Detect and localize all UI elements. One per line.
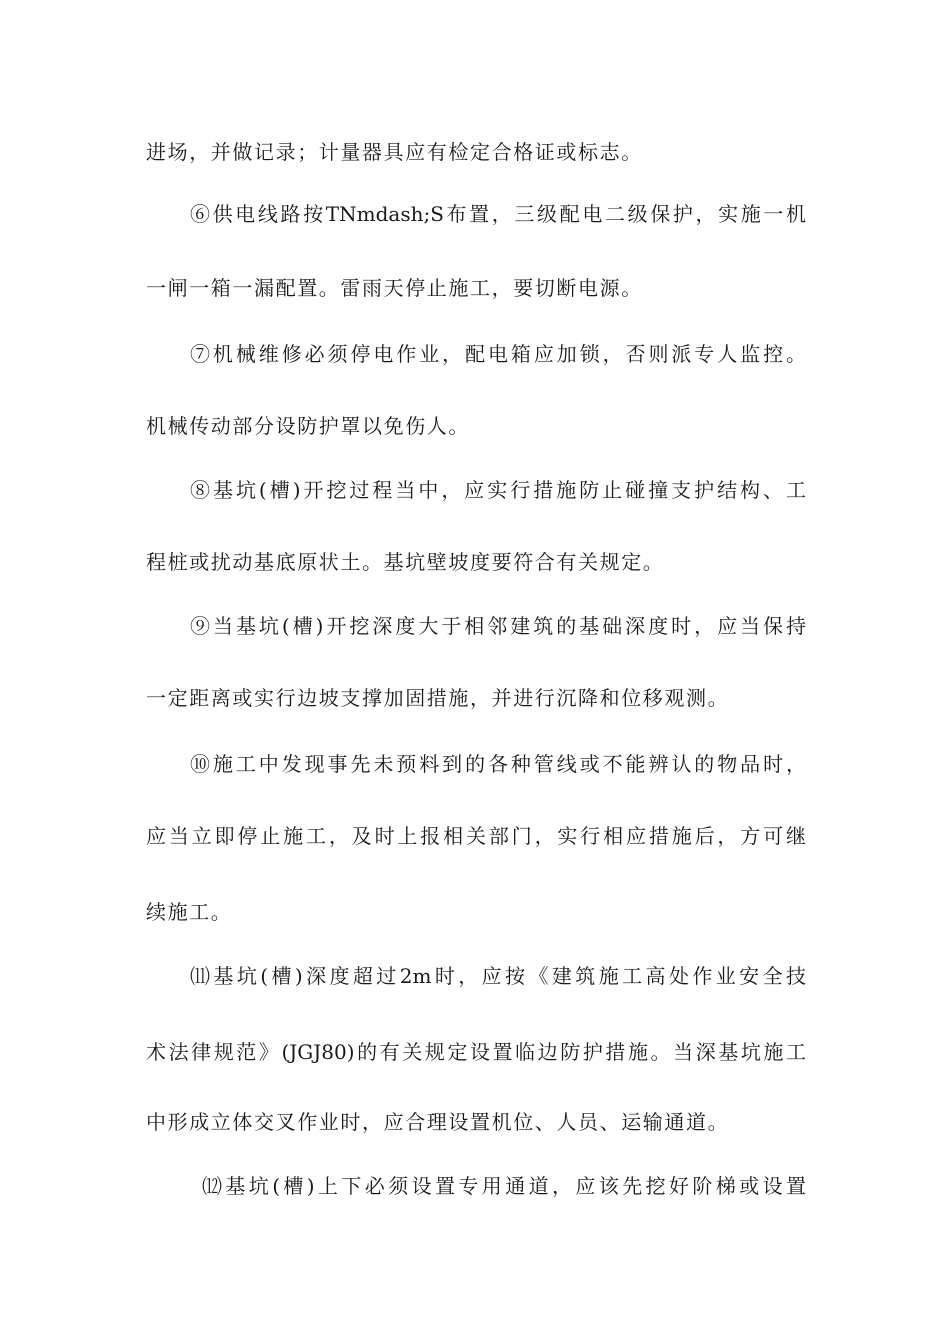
text-line: ⑩施工中发现事先未预料到的各种管线或不能辨认的物品时， [190, 752, 806, 776]
text-line: ⑨当基坑(槽)开挖深度大于相邻建筑的基础深度时，应当保持 [190, 614, 806, 638]
text-line: 应当立即停止施工，及时上报相关部门，实行相应措施后，方可继 [146, 824, 806, 848]
text-line: 术法律规范》(JGJ80)的有关规定设置临边防护措施。当深基坑施工 [146, 1040, 806, 1064]
text-line: 一闸一箱一漏配置。雷雨天停止施工，要切断电源。 [146, 276, 643, 300]
text-line: ⑦机械维修必须停电作业，配电箱应加锁，否则派专人监控。 [190, 342, 806, 366]
text-line: 程桩或扰动基底原状土。基坑壁坡度要符合有关规定。 [146, 550, 665, 574]
text-line: 中形成立体交叉作业时，应合理设置机位、人员、运输通道。 [146, 1110, 730, 1134]
text-line: ⑾基坑(槽)深度超过2m时，应按《建筑施工高处作业安全技 [190, 964, 806, 988]
text-line: 机械传动部分设防护罩以免伤人。 [146, 414, 470, 438]
text-line: 一定距离或实行边坡支撑加固措施，并进行沉降和位移观测。 [146, 686, 730, 710]
text-line: ⑧基坑(槽)开挖过程当中，应实行措施防止碰撞支护结构、工 [190, 478, 806, 502]
text-line: 进场，并做记录；计量器具应有检定合格证或标志。 [146, 140, 643, 164]
text-line: ⑥供电线路按TNmdash;S布置，三级配电二级保护，实施一机 [190, 202, 806, 226]
text-line: 续施工。 [146, 900, 233, 924]
text-line: ⑿基坑(槽)上下必须设置专用通道，应该先挖好阶梯或设置 [202, 1174, 806, 1198]
